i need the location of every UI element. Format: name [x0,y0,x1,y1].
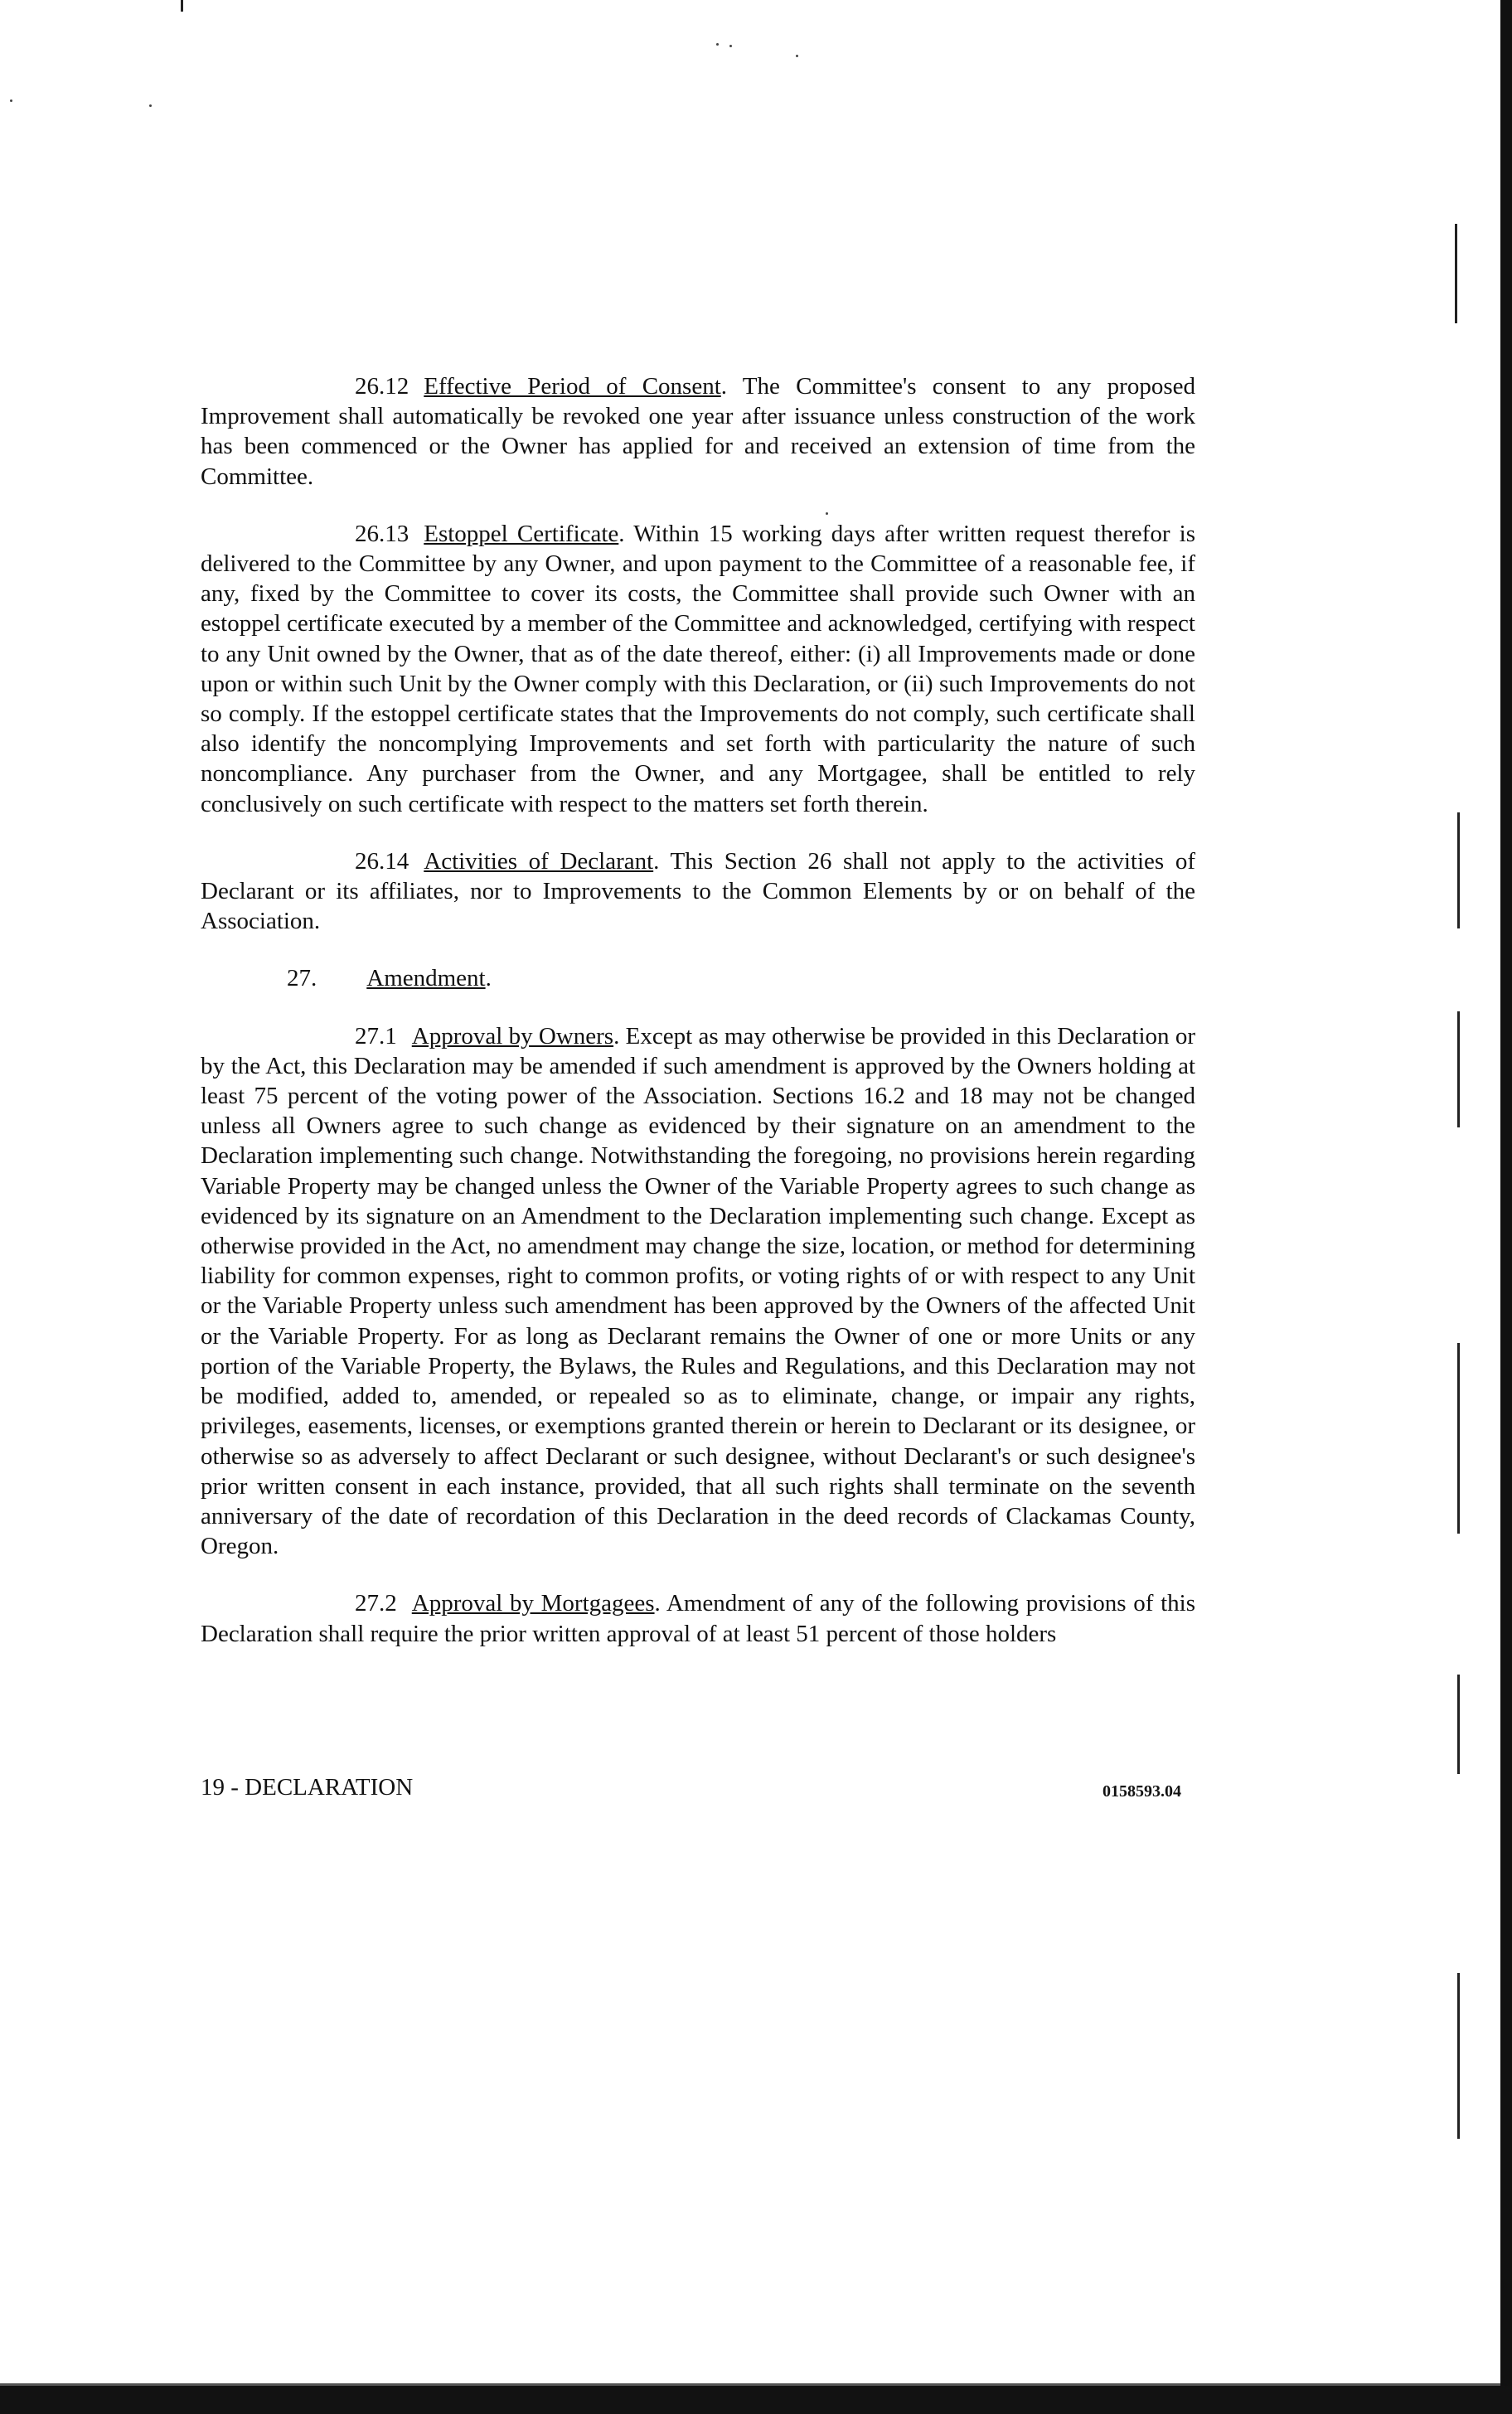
scan-mark [1455,224,1457,323]
paragraph-number: 26.14 [355,847,410,875]
paragraph-27-1: 27.1 Approval by Owners. Except as may otherwise be provided in this Declaration or by the Act, this Declaration may be amended if such amendment is approved by the Owners holding at least 75 percent of the voting power of the Association. Sections 16.2 and 18 may not be changed unless all Owners agree to such change as evidenced by their signature on an amendment to the Declaration implementing such change. Notwithstanding the foregoing, no provisions herein regarding Variable Property may be changed unless the Owner of the Variable Property agrees to such change as evidenced by its signature on an Amendment to the Declaration implementing such change. Except as otherwise provided in the Act, no amendment may change the size, location, or method for determining liability for common expenses, right to common profits, or voting rights of or with respect to any Unit or the Variable Property unless such amendment has been approved by the Owners of the affected Unit or the Variable Property. For as long as Declarant remains the Owner of one or more Units or any portion of the Variable Property, the Bylaws, the Rules and Regulations, and this Declaration may not be modified, added to, amended, or repealed so as to eliminate, change, or impair any rights, privileges, easements, licenses, or exemptions granted therein or herein to Declarant or its designee, or otherwise so as adversely to affect Declarant or such designee, without Declarant's or such designee's prior written consent in each instance, provided, that all such rights shall terminate on the seventh anniversary of the date of recordation of this Declaration in the deed records of Clackamas County, Oregon. [201,1022,1195,1560]
scan-speck [149,104,152,107]
paragraph-title: Effective Period of Consent [424,373,721,400]
scan-edge-bottom [0,2386,1512,2414]
paragraph-number: 27.1 [355,1022,397,1049]
paragraph-26-14: 26.14 Activities of Declarant. This Section 26 shall not apply to the activities of Declarant or its affiliates, nor to Improvements to the Common Elements by or on behalf of the Association. [201,847,1195,935]
scan-mark [181,0,183,12]
paragraph-number: 26.13 [355,520,410,547]
scan-edge-right [1500,0,1512,2414]
scan-mark [1457,1973,1460,2139]
scan-mark [1457,1343,1460,1534]
paragraph-26-12: 26.12 Effective Period of Consent. The Committee's consent to any proposed Improvement shall automatically be revoked one year after issuance unless construction of the work has been commenced or the Owner has applied for and received an extension of time from the Committee. [201,373,1195,490]
section-heading-27: 27. Amendment. [287,965,492,992]
page-footer-label: 19 - DECLARATION [201,1774,414,1801]
scan-speck [796,55,798,57]
paragraph-title: Approval by Owners [411,1022,614,1049]
paragraph-number: 26.12 [355,373,410,400]
scan-speck [716,43,719,46]
paragraph-text: The Committee's consent to any proposed Improvement shall automatically be revoked one year after issuance unless construction of the work has been commenced or the Owner has applied for and received an extension of time from the Committee. [201,373,1195,490]
paragraph-26-13: 26.13 Estoppel Certificate. Within 15 working days after written request therefor is delivered to the Committee by any Owner, and upon payment to the Committee of a reasonable fee, if any, fixed by the Committee to cover its costs, the Committee shall provide such Owner with an estoppel certificate executed by a member of the Committee and acknowledged, certifying with respect to any Unit owned by the Owner, that as of the date thereof, either: (i) all Improvements made or done upon or within such Unit by the Owner comply with this Declaration, or (ii) such Improvements do not so comply. If the estoppel certificate states that the Improvements do not comply, such certificate shall also identify the noncomplying Improvements and set forth with particularity the nature of such noncompliance. Any purchaser from the Owner, and any Mortgagee, shall be entitled to rely conclusively on such certificate with respect to the matters set forth therein. [201,520,1196,817]
declaration-body [201,371,1195,1676]
paragraph-title: Activities of Declarant [424,847,654,875]
paragraph-text: Amendment of any of the following provisions of this Declaration shall require the prior written approval of at least 51 percent of those holders [201,1590,1195,1647]
paragraph-title: Estoppel Certificate [424,520,619,547]
section-number: 27. [287,965,317,992]
scan-mark [1457,812,1460,928]
paragraph-title: Approval by Mortgagees [411,1590,655,1617]
paragraph-27-2: 27.2 Approval by Mortgagees. Amendment of any of the following provisions of this Declaration shall require the prior written approval of at least 51 percent of those holders [201,1590,1195,1647]
document-id: 0158593.04 [1102,1782,1181,1801]
scan-speck [10,99,12,102]
section-title: Amendment [366,965,486,992]
paragraph-text: This Section 26 shall not apply to the activities of Declarant or its affiliates, nor to Improvements to the Common Elements by or on behalf of the Association. [201,847,1195,935]
paragraph-number: 27.2 [355,1590,397,1617]
paragraph-text: Within 15 working days after written request therefor is delivered to the Committee by any Owner, and upon payment to the Committee of a reasonable fee, if any, fixed by the Committee to cover its costs, the Committee shall provide such Owner with an estoppel certificate executed by a member of the Committee and acknowledged, certifying with respect to any Unit owned by the Owner, that as of the date thereof, either: (i) all Improvements made or done upon or within such Unit by the Owner comply with this Declaration, or (ii) such Improvements do not so comply. If the estoppel certificate states that the Improvements do not comply, such certificate shall also identify the noncomplying Improvements and set forth with particularity the nature of such noncompliance. Any purchaser from the Owner, and any Mortgagee, shall be entitled to rely conclusively on such certificate with respect to the matters set forth therein. [201,520,1196,817]
scan-speck [729,45,732,47]
scan-mark [1457,1675,1460,1774]
paragraph-text: Except as may otherwise be provided in this Declaration or by the Act, this Declaration may be amended if such amendment is approved by the Owners holding at least 75 percent of the voting power of the Association. Sections 16.2 and 18 may not be changed unless all Owners agree to such change as evidenced by their signature on an amendment to the Declaration implementing such change. Notwithstanding the foregoing, no provisions herein regarding Variable Property may be changed unless the Owner of the Variable Property agrees to such change as evidenced by its signature on an Amendment to the Declaration implementing such change. Except as otherwise provided in the Act, no amendment may change the size, location, or method for determining liability for common expenses, right to common profits, or voting rights of or with respect to any Unit or the Variable Property unless such amendment has been approved by the Owners of the affected Unit or the Variable Property. For as long as Declarant remains the Owner of one or more Units or any portion of the Variable Property, the Bylaws, the Rules and Regulations, and this Declaration may not be modified, added to, amended, or repealed so as to eliminate, change, or impair any rights, privileges, easements, licenses, or exemptions granted therein or herein to Declarant or its designee, or otherwise so as adversely to affect Declarant or such designee, without Declarant's or such designee's prior written consent in each instance, provided, that all such rights shall terminate on the seventh anniversary of the date of recordation of this Declaration in the deed records of Clackamas County, Oregon. [201,1022,1195,1560]
scan-mark [1457,1011,1460,1127]
